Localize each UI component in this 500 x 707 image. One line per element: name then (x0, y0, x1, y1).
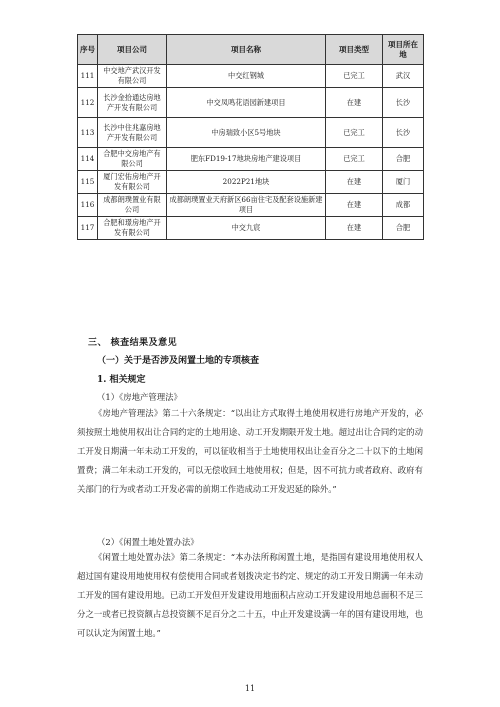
page-number: 11 (244, 684, 256, 693)
cell-project-type: 在建 (326, 194, 383, 217)
cell-location: 武汉 (383, 65, 424, 88)
header-project-type: 项目类型 (326, 35, 383, 65)
table-row (78, 148, 424, 171)
cell-index: 113 (78, 118, 98, 148)
cell-index: 112 (78, 88, 98, 118)
cell-project-name: 肥东FD19-17地块房地产建设项目 (167, 148, 326, 171)
cell-project-name: 中房瑞致小区5号地块 (167, 118, 326, 148)
cell-company: 长沙金拾通达房地产开发有限公司 (98, 88, 167, 118)
cell-company: 长沙中住兆嘉房地产开发有限公司 (98, 118, 167, 148)
table-row (78, 217, 424, 240)
table-row (78, 171, 424, 194)
cell-location: 合肥 (383, 148, 424, 171)
table-row (78, 194, 424, 217)
cell-project-type: 已完工 (326, 148, 383, 171)
table-row (78, 65, 424, 88)
header-index: 序号 (78, 35, 98, 65)
cell-index: 115 (78, 171, 98, 194)
cell-company: 合肥和璟房地产开发有限公司 (98, 217, 167, 240)
cell-location: 厦门 (383, 171, 424, 194)
cell-index: 116 (78, 194, 98, 217)
law2-paragraph: 《闲置土地处置办法》第二条规定：“本办法所称闲置土地，是指国有建设用地使用权人超过国有建设用地使用权有偿使用合同或者划拨决定书约定、规定的动工开发日期满一年未动工开发的国有建设用地。已动工开发但开发建设用地面积占应动工开发建设用地总面积不足三分之一或者已投资额占总投资额不足百分之二十五，中止开发建设满一年的国有建设用地，也可以认定为闲置土地。” (77, 552, 423, 638)
table-row (78, 88, 424, 118)
cell-index: 117 (78, 217, 98, 240)
cell-project-type: 在建 (326, 217, 383, 240)
cell-location: 长沙 (383, 118, 424, 148)
table-row (78, 118, 424, 148)
header-location: 项目所在地 (383, 35, 424, 65)
cell-company: 成都朗璞置业有限公司 (98, 194, 167, 217)
cell-project-type: 已完工 (326, 118, 383, 148)
cell-project-name: 中交九宸 (167, 217, 326, 240)
law1-paragraph: 《房地产管理法》第二十六条规定：“以出让方式取得土地使用权进行房地产开发的，必须按照土地使用权出让合同约定的土地用途、动工开发期限开发土地。超过出让合同约定的动工开发日期满一年未动工开发的，可以征收相当于土地使用权出让金百分之二十以下的土地闲置费；满二年未动工开发的，可以无偿收回土地使用权；但是，因不可抗力或者政府、政府有关部门的行为或者动工开发必需的前期工作造成动工开发迟延的除外。” (77, 408, 423, 494)
cell-project-type: 在建 (326, 88, 383, 118)
cell-location: 成都 (383, 194, 424, 217)
cell-location: 长沙 (383, 88, 424, 118)
subsection-heading: （一）关于是否涉及闲置土地的专项核查 (97, 356, 260, 366)
cell-index: 111 (78, 65, 98, 88)
law1-title: （1）《房地产管理法》 (97, 392, 182, 402)
cell-project-type: 已完工 (326, 65, 383, 88)
cell-location: 合肥 (383, 217, 424, 240)
cell-project-name: 成都朗璞置业天府新区66亩住宅及配套设施新建项目 (167, 194, 326, 217)
cell-index: 114 (78, 148, 98, 171)
project-table (77, 34, 424, 240)
table-header-row (78, 35, 424, 65)
cell-company: 厦门宏佑房地产开发有限公司 (98, 171, 167, 194)
cell-company: 中交地产武汉开发有限公司 (98, 65, 167, 88)
cell-project-name: 中交红钢城 (167, 65, 326, 88)
cell-project-name: 中交凤鸣花语园新建项目 (167, 88, 326, 118)
cell-project-type: 在建 (326, 171, 383, 194)
cell-project-name: 2022P21地块 (167, 171, 326, 194)
law2-title: （2）《闲置土地处置办法》 (97, 537, 199, 547)
header-project-name: 项目名称 (167, 35, 326, 65)
subsubsection-heading: 1. 相关规定 (97, 375, 146, 385)
section-heading: 三、 核查结果及意见 (88, 338, 178, 348)
cell-company: 合肥中交房地产有限公司 (98, 148, 167, 171)
header-company: 项目公司 (98, 35, 167, 65)
